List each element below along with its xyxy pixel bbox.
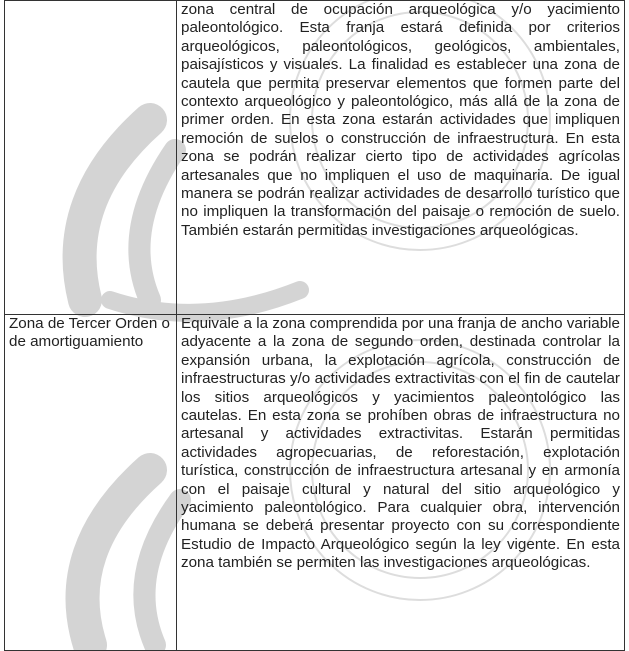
zone-description-cell: zona central de ocupación arqueológica y/o yacimiento paleontológico. Esta franja estará definida por criterios arqueológicos, paleontológicos, geológicos, ambientales, paisajísticos y visuales. La finalidad es establecer una zona de cautela que permita preservar elementos que formen parte del contexto arqueológico y paleontológico, más allá de la zona de primer orden. En esta zona estarán actividades que impliquen remoción de suelos o construcción de infraestructura. En esta zona se podrán realizar cierto tipo de actividades agrícolas artesanales que no impliquen el uso de maquinaria. De igual manera se podrán realizar actividades de desarrollo turístico que no impliquen la transformación del paisaje o remoción de suelo. También estarán permitidas investigaciones arqueológicas. [177, 1, 625, 315]
zone-name-cell: Zona de Tercer Orden o de amortiguamiento [5, 315, 177, 651]
zone-name-cell [5, 1, 177, 315]
table-row [5, 1, 625, 315]
zones-table [4, 0, 625, 651]
zone-description-cell: Equivale a la zona comprendida por una franja de ancho variable adyacente a la zona de segundo orden, destinada controlar la expansión urbana, la explotación agrícola, construcción de infraestructuras y/o actividades extractivitas con el fin de cautelar los sitios arqueológicos y yacimientos paleontológico las cautelas. En esta zona se prohíben obras de infraestructura no artesanal y actividades extractivitas. Estarán permitidas actividades agropecuarias, de reforestación, explotación turística, construcción de infraestructura artesanal y en armonía con el paisaje cultural y natural del sitio arqueológico y yacimiento paleontológico. Para cualquier obra, intervención humana se deberá presentar proyecto con su correspondiente Estudio de Impacto Arqueológico según la ley vigente. En esta zona también se permiten las investigaciones arqueológicas. [177, 315, 625, 651]
table-row [5, 315, 625, 651]
